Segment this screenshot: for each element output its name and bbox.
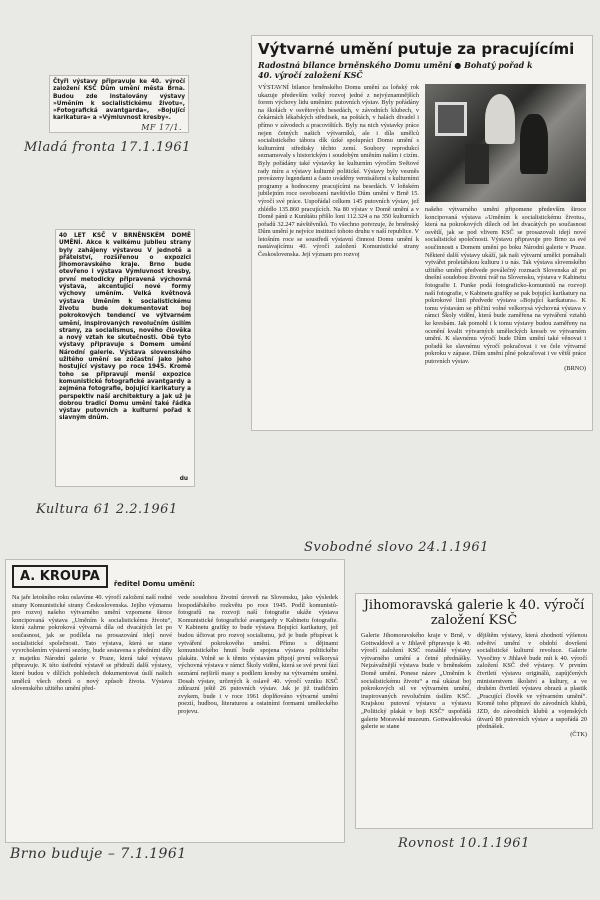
handwritten-source-4: Brno buduje – 7.1.1961 [10, 846, 187, 862]
clipping-brno-buduje [6, 560, 344, 842]
article-signature: (ČTK) [570, 730, 587, 738]
article-columns [12, 594, 338, 716]
clipping-heading: 40 LET KSČ V BRNĚNSKÉM DOMĚ UMĚNÍ. [59, 233, 191, 247]
article-column-1: VÝSTAVNÍ bilance brněnského Domu umění za loňský rok ukazuje především velký rozvoj jedné z nejvýznamnějších forem výchovy lidu uměním: putovních výstav. Byly pořádány na školách v osvětových besedách, v závodních klubech, v čekárnách lékařských středisek, na poštách, v halách divadel i přímo v závodech a pracovištích. Byly na nich výstavky práce nejen četných našich výtvarníků, ale i díla umělců socialistického tábora dík úzké spolupráci Domu umění s kulturními středisky těchto zemí. Soubory reprodukcí seznamovaly s historickým i soudobým uměním naším i cizím. Byly pořádány také výstavky ke kulturním výročím Světové rady míru a výstavy kulturně politické. Výstavy byly vesměs provázeny legendami a často uváděny vernisážemi s kulturními programy a hodnoceny pracujícími na besedách. V loňském jubilejním roce osvobození navštívilo Dům umění v Brně 15. výročí své práce. Uspořádal celkem 145 putovních výstav, jež zhlédlo 135.860 pracujících. Na 80 výstav v Domě umění a v Domě pánů z Kunštátu přišlo loni 112.324 a na 350 kulturních pořadů 32.247 návštěvníků. To všechno potvrzuje, že brněnský Dům umění je nejvíce institucí tohoto druhu v naší republice. V letošním roce se soustředí výstavní činnost Domu umění k nastávajícímu 40. výročí založení Komunistické strany Československa. Její význam pro rozvoj [258, 84, 419, 259]
article-column-2: našeho výtvarného umění připomene především široce koncipovaná výstava »Uměním k socialistickému životu«, která na pokrokových dílech od let dvacátých po současnost osvětlí, jak se pod vlivem KSČ se prosazovali idejí nové socialistické společnosti. Výstavu připravuje pro Brno za své součinnosti s Domem umění po boku Národní galerie v Praze. Některé další výstavy ukáží, jak naši výtvarní umělci pomáhali vytvářet proletářskou kulturu i u nás. Tak výstava slovenského užitého umění předvede poválečný rozmach Slovenska až po dnešní soudobou životní tvář na Slovensku, výstava v Kabinetu fotografie I. Funke podá fotograficko-komunistů na rozvoji naší fotografie, v Kabinetu grafiky se pak bojující karikatury na pokrokové linii předvede výstava »Bojující karikatura«. K tomu výstavám se přičiní volné velkorysá výchovná výstava v rámci Školy vidění, která bude zaměřena na vytváření vztahů ke kresbám. Jak pomohl i k tomu výstavy budou zaměřeny na ocenění kvalit výtvarných uměleckých kreseb ve výtvarném umění. K slavnému výročí bude Dům umění také věnovat i pořadů ke slavnému výročí pokračovat i ve čele výtvarné pokroku v zápase. Dům umění plné pokračovat i ve větší práce putovních výstav. [425, 206, 586, 365]
article-column-1: Na jaře letošního roku oslavíme 40. výročí založení naší rodné strany Komunistické strany Československa. Jejího významu pro rozvoj našeho výtvarného umění vzpomene široce koncipovaná výstava „Uměním k socialistickému životu“, která zahrne pokroková výtvarná díla od dvacátých let po současnost, jak se podílela na prosazování idejí nové socialistické společnosti. Tato výstava, která se stane vyvrcholením výstavní sezóny, bude sestavena s předními díly z majetku Národní galerie v Praze, která také výstavu připravuje. K této ústřední výstavě se přidruží další výstavy, které budou v dílčích pohledech dokumentovat úsilí našich umělců všech oborů o nový způsob života. Výstava slovenského užitého umění před- [12, 594, 172, 693]
photo-painting [435, 102, 467, 136]
clipping-rovnost [356, 594, 592, 828]
article-columns [258, 84, 586, 373]
article-columns [361, 632, 587, 738]
photo-person [465, 144, 489, 184]
author-role: ředitel Domu umění: [113, 580, 195, 588]
author-name: A. KROUPA [12, 565, 108, 588]
photo-person [485, 94, 515, 144]
exhibition-photo [425, 84, 586, 202]
photo-person [520, 114, 548, 174]
article-column-2: vede soudobou životní úroveň na Slovensku, jako výsledek hospodářského rozkvětu po roce 1945. Podíl komunistů-fotografů na rozvoji naší fotografie ukáže výstava Komunistické fotografické avantgardy v Kabinetu fotografie. V Kabinetu grafiky to bude výstava Bojující karikatury, jež budou účtovat pro rozvoj socialismu, jež je bude přispívat k vytváření pokrokového umění. Přímo s dějinami komunistického hnutí bude spojena výstava politického plakátu. Volně se k těmto výstavám připojí první velkorysá výchovná výstava v rámci Školy vidění, která se své první fází seznámí nejširší masy s podílem kresby na výtvarném umění. Dosah výstav, určených k oslavě 40. výročí vzniku KSČ zdůrazní ještě 26 putovních výstav. Jak je již tradičním zvykem, bude i v roce 1961 doplňováno výtvarné umění poezií, hudbou, literaturou a ostatními formami uměleckého projevu. [178, 594, 338, 715]
handwritten-source-1: Mladá fronta 17.1.1961 [24, 140, 191, 155]
handwritten-source-2: Kultura 61 2.2.1961 [36, 502, 178, 517]
clipping-signature: du [179, 475, 188, 482]
handwritten-source-3: Svobodné slovo 24.1.1961 [304, 540, 489, 555]
article-column-2: dějištěm výstavy, která zhodnotí výšenou odvětví umění v období dovršení socialistické kulturní revoluce. Galerie Vysočiny v Jihlavě bude mít k 40. výročí založení KSČ dvě výstavy. V prvním čtvrtletí výstavu originálů, zapůjčených ministerstvem školství a kultury, a ve druhém čtvrtletí výstavu obrazů a plastik „Pracující člověk ve výtvarném umění“. Kromě toho připraví do závodních klubů, JZD, do závodních klubů a vojenských útvarů 80 putovních výstav a uspořádá 20 přednášek. [477, 632, 587, 731]
article-column-1: Galerie Jihomoravského kraje v Brně, v Gottwaldově a v Jihlavě připravuje k 40. výročí založení KSČ rozsáhlé výstavy výtvarného umění a četné přednášky. Nejzávažnější výstava bude v brněnském Domě umění. Ponese název „Uměním k socialistickému životu“ a má ukázat boj pokrokových sil ve výtvarném umění, inspirovaných revolučním úsilím KSČ. Krajskou putovní výstavu a výstavu „Politický plakát v boji KSČ“ uspořádá galerie Moravské muzeum. Gottwaldovská galerie se stane [361, 632, 471, 731]
clipping-text: Čtyři výstavy připravuje ke 40. výročí založení KSČ Dům umění města Brna. Budou zde instalovány výstavy »Uměním k socialistickému životu«, »Fotografická avantgarda«, »Bojující karikatura« a »Výmluvnost kresby«. [53, 79, 185, 122]
handwritten-source-5: Rovnost 10.1.1961 [398, 836, 530, 851]
clipping-mlada-fronta [50, 76, 188, 132]
clipping-text: Akce k velkému jubileu strany byly zahájeny výstavou V jednotě a přátelství, rozšířenou o expozici Jihomoravského kraje. Brno bude otevřeno i výstava Výmluvnost kresby, první metodicky připravená výchovná výstava, akcentující nové formy výchovy uměním. Velká květnová výstava Uměním k socialistickému životu bude dokumentovat boj pokrokových tendencí ve výtvarném umění, inspirovaných revolučním úsilím strany, za socialismus, nového člověka a nový vztah ke skutečnosti. Obě tyto výstavy připravuje s Domem umění Národní galerie. Výstava slovenského užitého umění se zúčastní jako jeho hostující výstavy po roce 1945. Kromě toho se připravují menší expozice komunistické fotografické avantgardy a zejména fotografie, bojující karikatury a perspektiv naší architektury a jak už je dobrou tradicí Domu umění také řádka výstav putovních a kulturní pořad k slavným dnům. [59, 240, 191, 422]
handwritten-note: MF 17/1. [141, 123, 182, 132]
article-title: Výtvarné umění putuje za pracujícími [258, 40, 575, 58]
article-signature: (BRNO) [564, 365, 586, 373]
clipping-svobodne-slovo [252, 36, 592, 430]
article-subtitle: Radostná bilance brněnského Domu umění ● Bohatý pořad k 40. výročí založení KSČ [258, 60, 533, 80]
article-title: Jihomoravská galerie k 40. výročí založení KSČ [363, 598, 585, 628]
clipping-kultura [56, 230, 194, 486]
